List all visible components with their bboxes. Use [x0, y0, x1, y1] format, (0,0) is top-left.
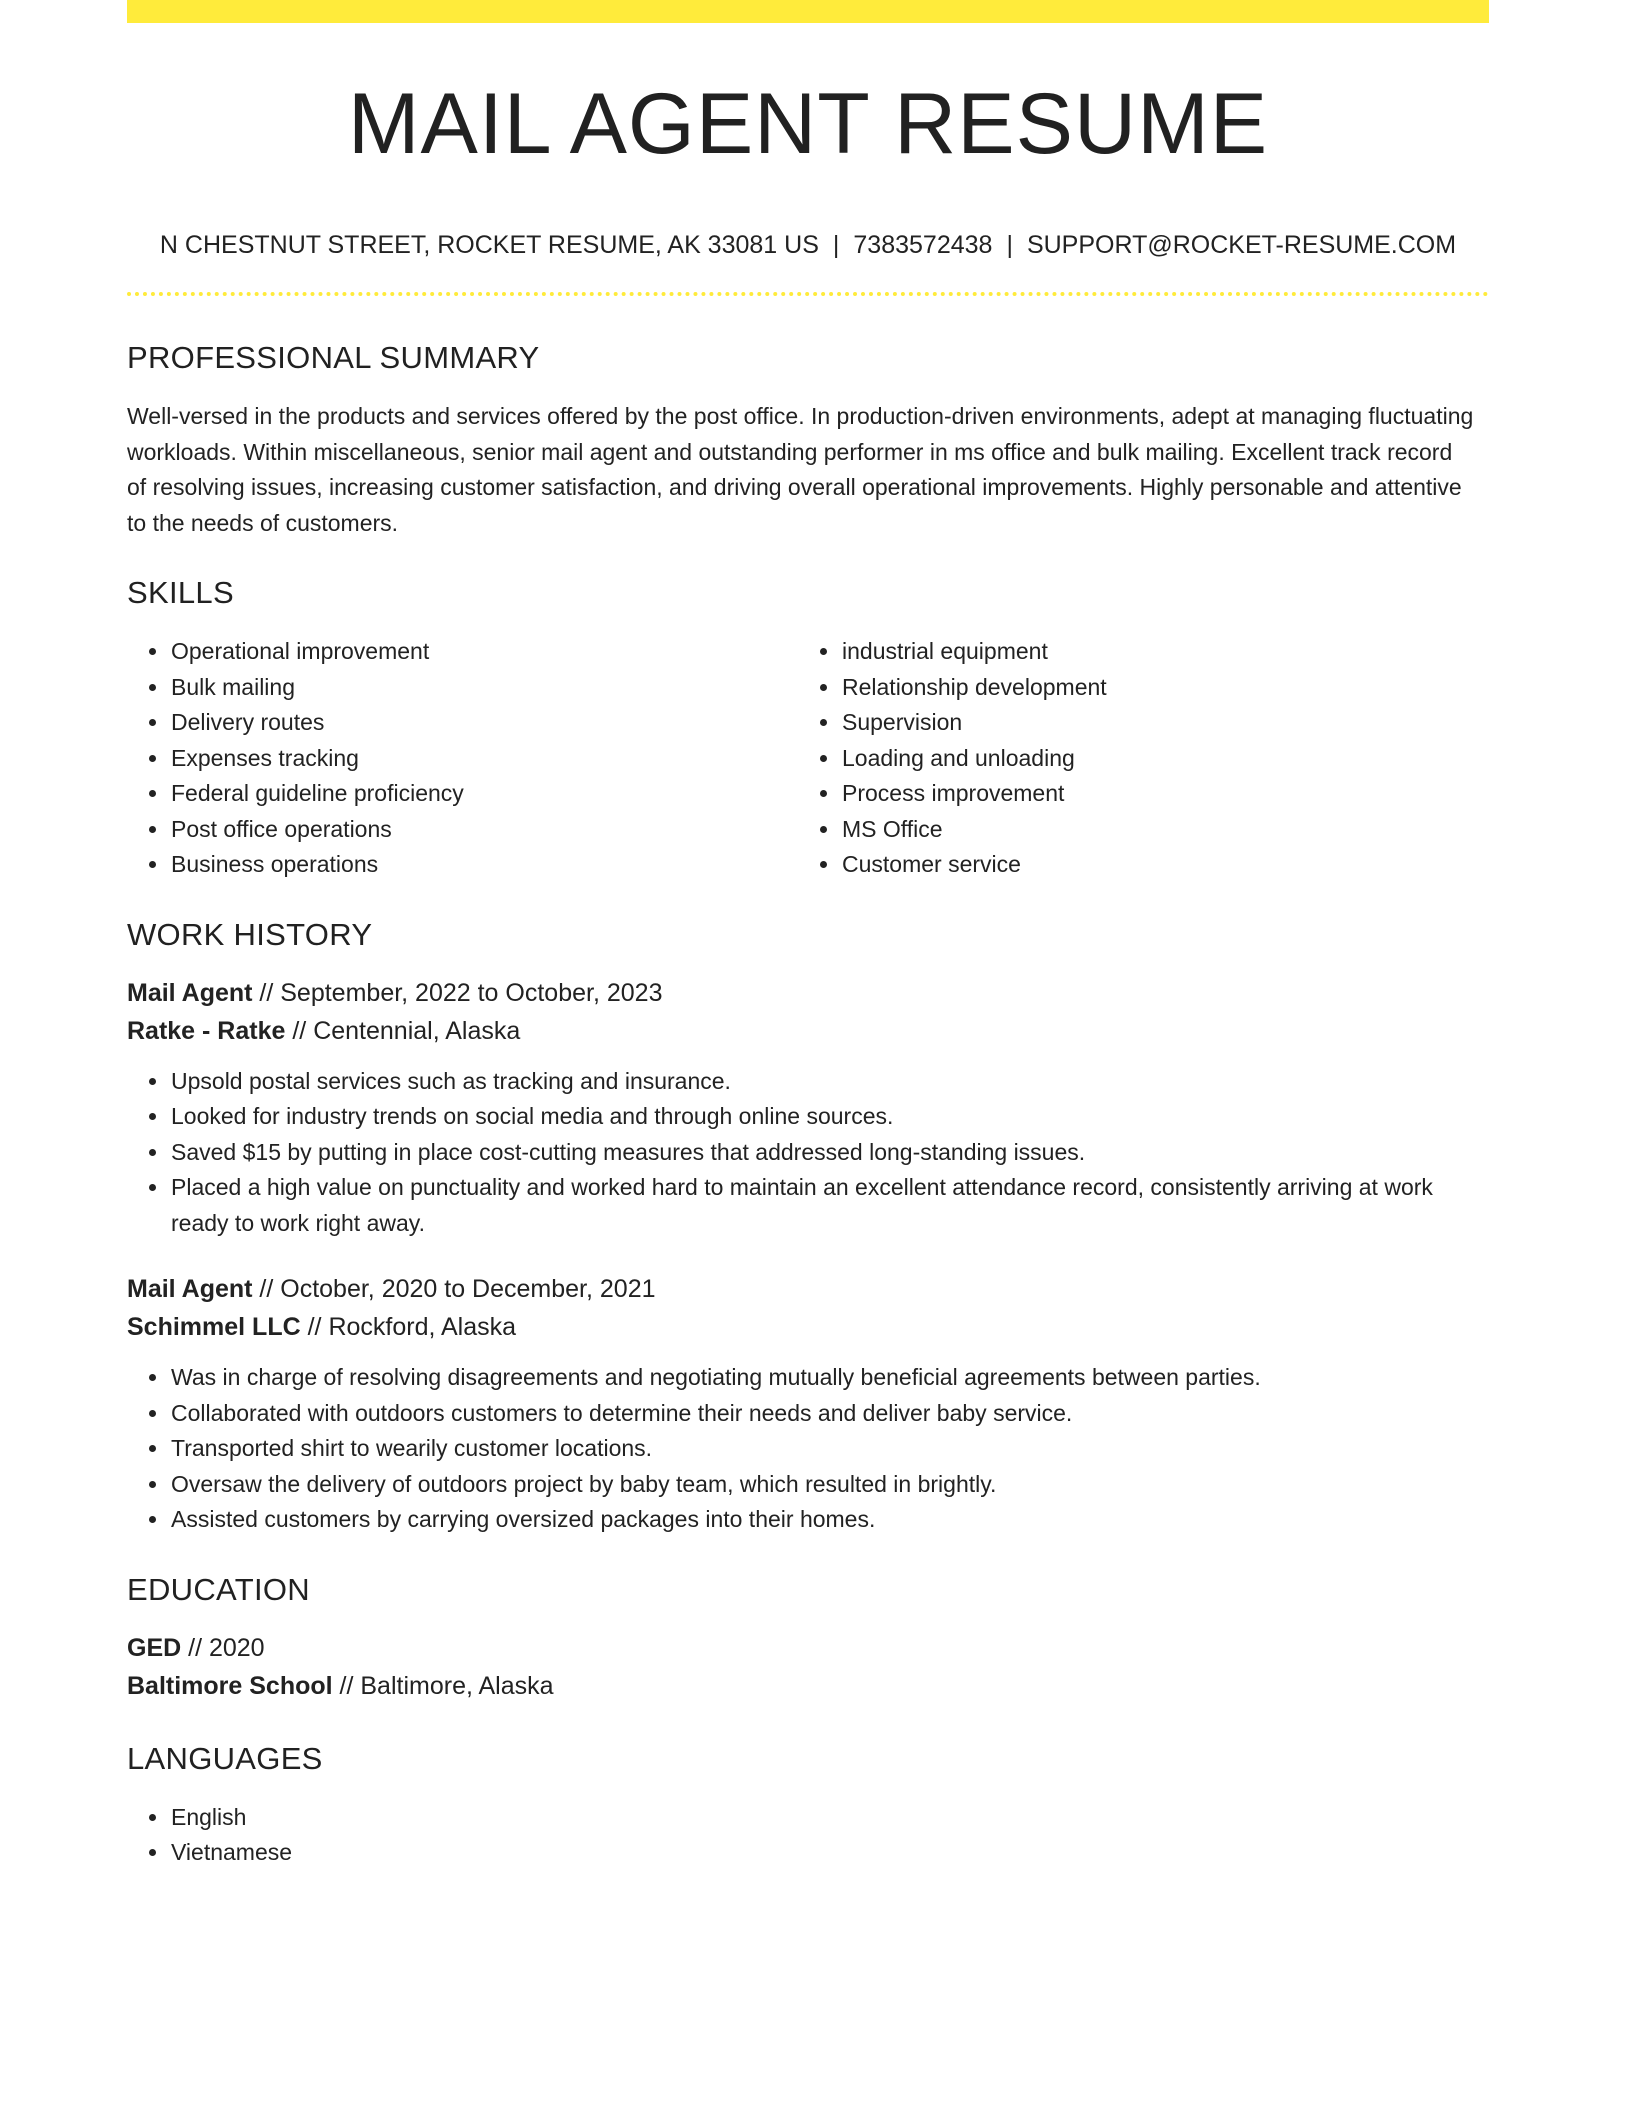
skills-heading: SKILLS: [127, 575, 234, 610]
job-entry: [127, 1270, 1489, 1538]
job-title: Mail Agent: [127, 978, 253, 1007]
education-location: // Baltimore, Alaska: [332, 1671, 554, 1700]
job-title: Mail Agent: [127, 1275, 253, 1303]
job-location: // Rockford, Alaska: [300, 1313, 517, 1341]
job-bullet: • Saved $15 by putting in place cost-cutting measures that addressed long-standing issues.: [170, 1135, 1489, 1171]
accent-top-bar: [127, 0, 1489, 23]
job-bullet: • Oversaw the delivery of outdoors project by baby team, which resulted in brightly.: [170, 1467, 1489, 1503]
skills-list-right: [798, 634, 1469, 883]
education-degree: GED: [127, 1633, 182, 1662]
skill-item: • Operational improvement: [170, 634, 798, 670]
education-degree-line: [127, 1629, 1489, 1667]
work-history-heading: WORK HISTORY: [127, 916, 373, 952]
job-bullet: • Assisted customers by carrying oversized packages into their homes.: [170, 1502, 1489, 1538]
job-bullet: • Was in charge of resolving disagreements and negotiating mutually beneficial agreements between parties.: [170, 1360, 1489, 1396]
skill-item: • Federal guideline proficiency: [170, 776, 798, 812]
job-company: Schimmel LLC: [127, 1313, 301, 1341]
job-bullet: • Placed a high value on punctuality and worked hard to maintain an excellent attendance record, consistently arriving at work ready to work right away.: [170, 1170, 1489, 1241]
resume-page: [127, 0, 1489, 1871]
job-location: // Centennial, Alaska: [285, 1016, 521, 1045]
skill-item: • Loading and unloading: [841, 741, 1469, 777]
skill-item: • industrial equipment: [841, 634, 1469, 670]
education-heading: EDUCATION: [127, 1571, 310, 1607]
job-company: Ratke - Ratke: [127, 1016, 286, 1045]
contact-email: SUPPORT@ROCKET-RESUME.COM: [1026, 231, 1457, 259]
job-company-line: [127, 1012, 1489, 1050]
summary-text: Well-versed in the products and services offered by the post office. In production-driven environments, adept at managing fluctuating workloads. Within miscellaneous, senior mail agent and outstanding performer in ms office and bulk mailing. Excellent track record of resolving issues, increasing customer satisfaction, and driving overall operational improvements. Highly personable and attentive to the needs of customers.: [127, 403, 1474, 536]
contact-line: [127, 233, 1489, 258]
languages-heading: LANGUAGES: [127, 1740, 323, 1776]
contact-phone: 7383572438: [853, 231, 993, 259]
skill-item: • Business operations: [170, 847, 798, 883]
skill-item: • Expenses tracking: [170, 741, 798, 777]
job-bullets: [127, 1360, 1489, 1538]
education-entry: [127, 1629, 1489, 1705]
skill-item: • Customer service: [841, 847, 1469, 883]
job-title-line: [127, 1270, 1489, 1308]
skills-list-left: [127, 634, 798, 883]
education-year: // 2020: [181, 1633, 265, 1662]
job-bullet: • Transported shirt to wearily customer locations.: [170, 1431, 1489, 1467]
summary-heading: PROFESSIONAL SUMMARY: [127, 340, 540, 375]
contact-separator: |: [832, 231, 840, 259]
job-dates: // September, 2022 to October, 2023: [252, 978, 663, 1007]
skill-item: • Supervision: [841, 705, 1469, 741]
skill-item: • Post office operations: [170, 812, 798, 848]
language-item: • English: [170, 1800, 1489, 1836]
skills-columns: [127, 634, 1489, 883]
skill-item: • Process improvement: [841, 776, 1469, 812]
job-company-line: [127, 1308, 1489, 1346]
contact-address: N CHESTNUT STREET, ROCKET RESUME, AK 33081 US: [159, 231, 819, 259]
job-bullets: [127, 1064, 1489, 1242]
dotted-divider: [127, 292, 1489, 296]
skill-item: • MS Office: [841, 812, 1469, 848]
job-dates: // October, 2020 to December, 2021: [252, 1275, 656, 1303]
job-title-line: [127, 974, 1489, 1012]
job-bullet: • Upsold postal services such as tracking and insurance.: [170, 1064, 1489, 1100]
education-school-line: [127, 1667, 1489, 1705]
job-bullet: • Collaborated with outdoors customers to determine their needs and deliver baby service.: [170, 1396, 1489, 1432]
languages-list: [127, 1800, 1489, 1871]
contact-separator: |: [1006, 231, 1013, 259]
skill-item: • Bulk mailing: [170, 670, 798, 706]
resume-title: MAIL AGENT RESUME: [347, 76, 1269, 172]
education-school: Baltimore School: [127, 1671, 333, 1700]
job-bullet: • Looked for industry trends on social media and through online sources.: [170, 1099, 1489, 1135]
skill-item: • Relationship development: [841, 670, 1469, 706]
language-item: • Vietnamese: [170, 1835, 1489, 1871]
skill-item: • Delivery routes: [170, 705, 798, 741]
job-entry: [127, 974, 1489, 1242]
